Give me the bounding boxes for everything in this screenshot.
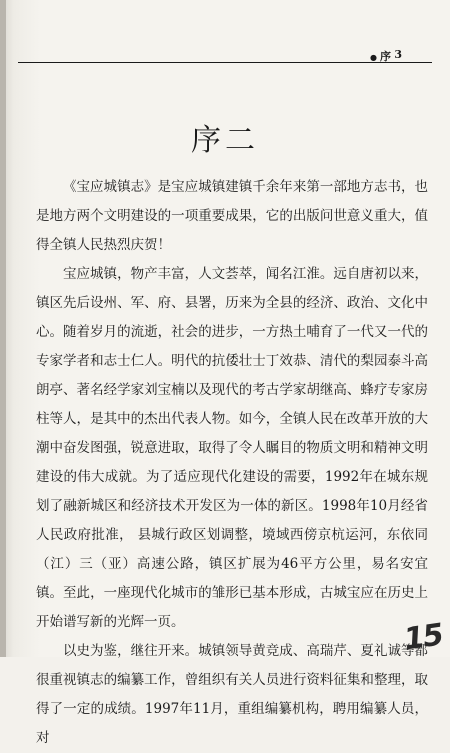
paragraph: 以史为鉴，继往开来。城镇领导黄竞成、高瑞芹、夏礼诚等都很重视镇志的编纂工作，曾组织有关人员进行资料征集和整理，取得了一定的成绩。1997年11月，重组编纂机构，聘用编纂人员，对 [36,643,428,746]
bullet-icon: ● [370,52,378,62]
page-number: 3 [394,48,402,61]
running-header [18,40,432,63]
page-title: 序二 [191,123,259,158]
paragraph: 《宝应城镇志》是宝应城镇建镇千余年来第一部地方志书，也是地方两个文明建设的一项重要成果，它的出版问世意义重大，值得全镇人民热烈庆贺！ [36,179,428,253]
header-rule [18,62,432,63]
scan-edge [0,0,6,657]
paragraph: 宝应城镇，物产丰富，人文荟萃，闻名江淮。远自唐初以来，镇区先后设州、军、府、县署，历来为全县的经济、政治、文化中心。随着岁月的流逝，社会的进步，一方热土哺育了一代又一代的专家学者和志士仁人。明代的抗倭壮士丁效恭、清代的梨园泰斗高朗亭、著名经学家刘宝楠以及现代的考古学家胡继高、蜂疗专家房柱等人，是其中的杰出代表人物。如今，全镇人民在改革开放的大潮中奋发图强，锐意进取，取得了令人瞩目的物质文明和精神文明建设的伟大成就。为了适应现代化建设的需要，1992年在城东规划了融新城区和经济技术开发区为一体的新区。1998年10月经省人民政府批准， 县城行政区划调整，境域西傍京杭运河，东依同（江）三（亚）高速公路，镇区扩展为46平方公里，易名安宜镇。至此，一座现代化城市的雏形已基本形成，古城宝应在历史上开始谱写新的光辉一页。 [36,266,428,630]
body-text [36,173,428,753]
handwritten-page-mark: 15 [401,617,445,658]
header-section-text: 序 [380,50,392,63]
